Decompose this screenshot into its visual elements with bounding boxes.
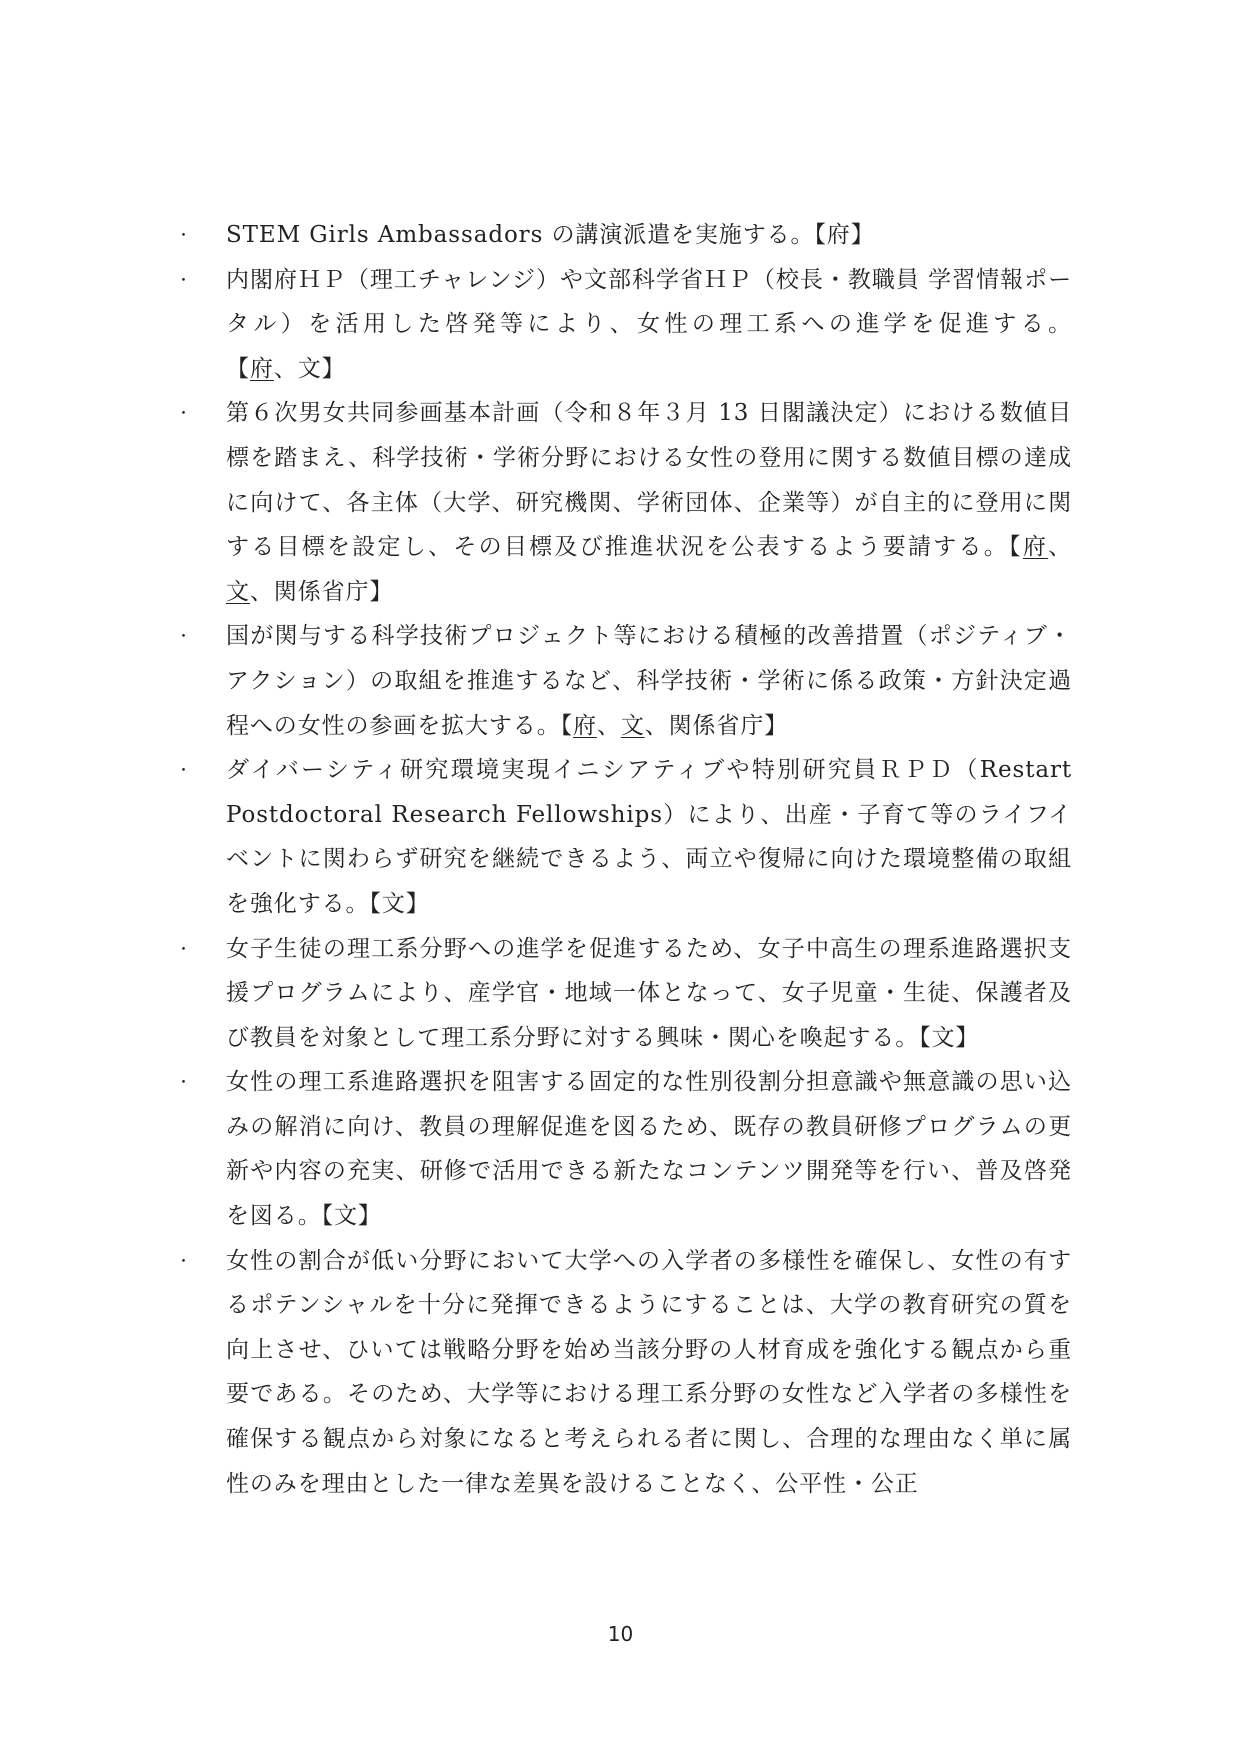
list-item-text — [226, 757, 1072, 917]
list-item-text — [226, 936, 1072, 1051]
list-item — [172, 1060, 1072, 1238]
bullet-list — [172, 213, 1072, 1506]
list-item-text — [226, 1248, 1072, 1497]
text-segment: 、文】 — [273, 355, 346, 382]
bullet-mark: ・ — [176, 761, 192, 780]
text-segment: 女性の理工系進路選択を阻害する固定的な性別役割分担意識や無意識の思い込みの解消に向け、教員の理解促進を図るため、既存の教員研修プログラムの更新や内容の充実、研修で活用できる新たなコンテンツ開発等を行い、普及啓発を図る。【文】 — [226, 1069, 1072, 1230]
text-segment: 、 — [596, 712, 621, 739]
bullet-mark: ・ — [176, 627, 192, 646]
text-segment: 、 — [1048, 534, 1072, 561]
list-item — [172, 258, 1072, 392]
text-segment: 第６次男女共同参画基本計画（令和８年３月 13 日閣議決定）における数値目標を踏まえ、科学技術・学術分野における女性の登用に関する数値目標の達成に向けて、各主体（大学、研究機関、学術団体、企業等）が自主的に登用に関する目標を設定し、その目標及び推進状況を公表するよう要請する。【 — [226, 400, 1072, 561]
list-item — [172, 1239, 1072, 1507]
list-item — [172, 213, 1072, 258]
text-segment: 女性の割合が低い分野において大学への入学者の多様性を確保し、女性の有するポテンシャルを十分に発揮できるようにすることは、大学の教育研究の質を向上させ、ひいては戦略分野を始め当該分野の人材育成を強化する観点から重要である。そのため、大学等における理工系分野の女性など入学者の多様性を確保する観点から対象になると考えられる者に関し、合理的な理由なく単に属性のみを理由とした一律な差異を設けることなく、公平性・公正 — [226, 1247, 1072, 1497]
list-item — [172, 614, 1072, 748]
underlined-text: 文 — [620, 712, 645, 739]
bullet-mark: ・ — [176, 1251, 192, 1270]
page-number: 10 — [607, 1622, 634, 1646]
underlined-text: 府 — [573, 712, 597, 739]
underlined-text: 府 — [249, 355, 274, 382]
list-item — [172, 748, 1072, 926]
list-item — [172, 927, 1072, 1061]
list-item — [172, 391, 1072, 614]
underlined-text: 府 — [1022, 534, 1049, 561]
list-item-text — [226, 267, 1072, 382]
bullet-mark: ・ — [176, 270, 192, 289]
bullet-mark: ・ — [176, 226, 192, 244]
list-item-text — [226, 623, 1072, 738]
document-body — [172, 213, 1072, 1506]
text-segment: 、関係省庁】 — [249, 578, 394, 605]
list-item-text — [226, 400, 1072, 604]
bullet-mark: ・ — [176, 404, 192, 423]
bullet-mark: ・ — [176, 1073, 192, 1092]
list-item-text — [226, 1069, 1072, 1229]
text-segment: 女子生徒の理工系分野への進学を促進するため、女子中高生の理系進路選択支援プログラムにより、産学官・地域一体となって、女子児童・生徒、保護者及び教員を対象として理工系分野に対する興味・関心を喚起する。【文】 — [226, 935, 1072, 1051]
text-segment: ダイバーシティ研究環境実現イニシアティブや特別研究員ＲＰＤ（Restart Postdoctoral Research Fellowships）により、出産・子育て等のライフイベントに関わらず研究を継続できるよう、両立や復帰に向けた環境整備の取組を強化する。【文】 — [226, 757, 1072, 917]
list-item-text — [226, 222, 875, 248]
text-segment: STEM Girls Ambassadors の講演派遣を実施する。【府】 — [226, 222, 875, 248]
text-segment: 、関係省庁】 — [644, 712, 789, 739]
bullet-mark: ・ — [176, 939, 192, 958]
underlined-text: 文 — [226, 578, 250, 605]
text-segment: 内閣府ＨＰ（理工チャレンジ）や文部科学省ＨＰ（校長・教職員 学習情報ポータル）を活用した啓発等により、女性の理工系への進学を促進する。【 — [226, 266, 1072, 382]
text-segment: 国が関与する科学技術プロジェクト等における積極的改善措置（ポジティブ・アクション）の取組を推進するなど、科学技術・学術に係る政策・方針決定過程への女性の参画を拡大する。【 — [226, 623, 1072, 739]
